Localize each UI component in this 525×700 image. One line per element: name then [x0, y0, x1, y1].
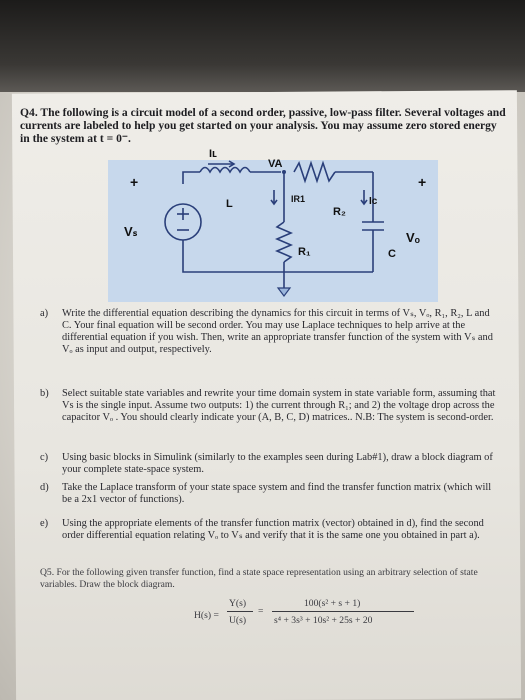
transfer-function [194, 597, 434, 637]
plus-left-label: + [130, 174, 139, 190]
circuit-schematic [108, 160, 438, 302]
part-e-text: Using the appropriate elements of the transfer function matrix (vector) obtained in d), find the second order differential equation relating Vₒ to Vₛ and verify that it is the same one you obtained in part a). [62, 518, 484, 541]
part-a-text: Write the differential equation describing the dynamics for this circuit in terms of Vₛ, Vₒ, R₁, R₂, L and C. Your final equation will be second order. You may use Laplace techniques to help arrive at the differential equation if you wish. Then, write an appropriate transfer function of the system with Vₛ and Vₒ as input and output, respectively. [62, 308, 493, 355]
plus-right-label: + [418, 174, 427, 190]
question-4-text: Q4. The following is a circuit model of a second order, passive, low-pass filter. Several voltages and currents are labeled to help you get started on your analysis. You may assume zero stored energy in the system at t = 0⁻. [20, 106, 506, 145]
circuit-diagram [108, 148, 438, 302]
ic-label: Ic [369, 196, 378, 207]
wire-source-bottom [183, 240, 284, 272]
inductor-label: L [226, 198, 233, 210]
part-b-text: Select suitable state variables and rewrite your time domain system in state variable form, assuming that Vs is the single input. Assume two outputs: 1) the current through R₁; and 2) the voltage drop across the capacitor Vₒ . You should clearly indicate your (A, B, C, D) matrices.. N.B: The system is second-order. [62, 388, 496, 423]
r2-label: R₂ [333, 206, 346, 218]
part-c-marker: c) [40, 452, 49, 463]
r1-label: R₁ [298, 246, 311, 258]
tf-fraction-bar-2 [272, 611, 414, 612]
part-c-text: Using basic blocks in Simulink (similarly to the examples seen during Lab#1), draw a block diagram of your complete state-space system. [62, 452, 493, 475]
dark-top-region [0, 0, 525, 92]
wire-top-left [183, 172, 200, 184]
part-d-text: Take the Laplace transform of your state space system and find the transfer function matrix (which will be a 2x1 vector of functions). [62, 482, 492, 505]
ground-symbol [278, 288, 290, 296]
tf-equals: = [258, 606, 264, 617]
capacitor-label: C [388, 248, 396, 260]
tf-numerator: 100(s² + s + 1) [304, 598, 361, 609]
node-a-dot [282, 170, 286, 174]
ir1-label: IR1 [291, 194, 306, 204]
tf-us: U(s) [229, 615, 247, 626]
tf-fraction-bar-1 [227, 611, 253, 612]
part-b-marker: b) [40, 388, 49, 399]
part-d-marker: d) [40, 482, 49, 493]
resistor-r2 [294, 163, 335, 181]
part-e-marker: e) [40, 518, 49, 529]
vs-label: Vₛ [124, 224, 138, 239]
question-5-text: Q5. For the following given transfer function, find a state space representation using an arbitrary selection of state variables. Draw the block diagram. [40, 567, 478, 590]
part-a-marker: a) [40, 308, 49, 319]
vo-label: Vₒ [406, 230, 421, 245]
va-label: VA [268, 158, 283, 170]
inductor-coils [200, 168, 250, 173]
tf-lhs: H(s) = [194, 610, 219, 621]
tf-ys: Y(s) [229, 598, 247, 609]
tf-denominator: s⁴ + 3s³ + 10s² + 25s + 20 [274, 615, 373, 626]
resistor-r1 [277, 222, 291, 262]
il-label: Iʟ [209, 148, 218, 160]
